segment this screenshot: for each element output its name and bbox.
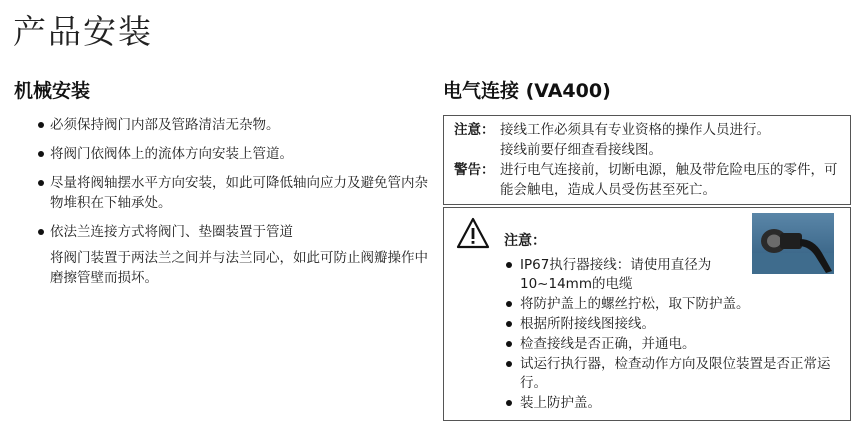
list-item xyxy=(14,222,429,288)
notice-box xyxy=(443,115,851,205)
warning-label: 警告： xyxy=(454,162,495,178)
electrical-title: 电气连接 (VA400) xyxy=(443,80,611,102)
list-item xyxy=(504,355,844,393)
bullet-icon xyxy=(38,229,44,235)
list-item-text: 检查接线是否正确，并通电。 xyxy=(520,336,696,352)
page-title: 产品安装 xyxy=(13,12,153,51)
warning-row xyxy=(454,160,840,200)
caution-box xyxy=(443,207,851,421)
list-item-text: 尽量将阀轴摆水平方向安装，如此可降低轴向应力及避免管内杂物堆积在下轴承处。 xyxy=(50,175,428,211)
list-item-text: 将防护盖上的螺丝拧松，取下防护盖。 xyxy=(520,296,750,312)
caution-title: 注意： xyxy=(504,233,546,249)
list-item-subtext: 将阀门装置于两法兰之间并与法兰同心，如此可防止阀瓣操作中磨擦管壁而损坏。 xyxy=(50,250,428,286)
list-item-text: 依法兰连接方式将阀门、垫圈装置于管道 xyxy=(50,224,293,240)
bullet-icon xyxy=(506,321,512,327)
list-item xyxy=(14,115,429,135)
list-item xyxy=(504,315,844,334)
mechanical-title: 机械安装 xyxy=(14,80,91,102)
electrical-section xyxy=(443,76,851,411)
note-text xyxy=(500,120,840,160)
caution-list xyxy=(504,256,844,414)
list-item-text: IP67执行器接线：请使用直径为10~14mm的电缆 xyxy=(520,257,712,292)
note-label: 注意： xyxy=(454,122,495,138)
list-item xyxy=(14,144,429,164)
bullet-icon xyxy=(38,151,44,157)
note-line: 接线工作必须具有专业资格的操作人员进行。 xyxy=(500,122,770,138)
note-line: 接线前要仔细查看接线图。 xyxy=(500,142,662,158)
mechanical-section xyxy=(14,76,429,297)
bullet-icon xyxy=(38,180,44,186)
bullet-icon xyxy=(506,361,512,367)
warning-text: 进行电气连接前，切断电源，触及带危险电压的零件，可能会触电，造成人员受伤甚至死亡。 xyxy=(500,162,838,198)
list-item xyxy=(14,173,429,213)
bullet-icon xyxy=(506,301,512,307)
list-item xyxy=(504,394,844,413)
mechanical-list xyxy=(14,115,429,288)
bullet-icon xyxy=(506,262,512,268)
list-item-text: 装上防护盖。 xyxy=(520,395,601,411)
list-item xyxy=(504,335,844,354)
list-item-text: 将阀门依阀体上的流体方向安装上管道。 xyxy=(50,146,293,162)
note-row xyxy=(454,120,840,160)
list-item xyxy=(504,295,844,314)
list-item xyxy=(504,256,844,294)
list-item-text: 试运行执行器，检查动作方向及限位装置是否正常运行。 xyxy=(520,356,831,391)
bullet-icon xyxy=(38,122,44,128)
list-item-text: 必须保持阀门内部及管路清洁无杂物。 xyxy=(50,117,280,133)
bullet-icon xyxy=(506,341,512,347)
list-item-text: 根据所附接线图接线。 xyxy=(520,316,655,332)
bullet-icon xyxy=(506,400,512,406)
warning-triangle-icon xyxy=(456,217,490,249)
